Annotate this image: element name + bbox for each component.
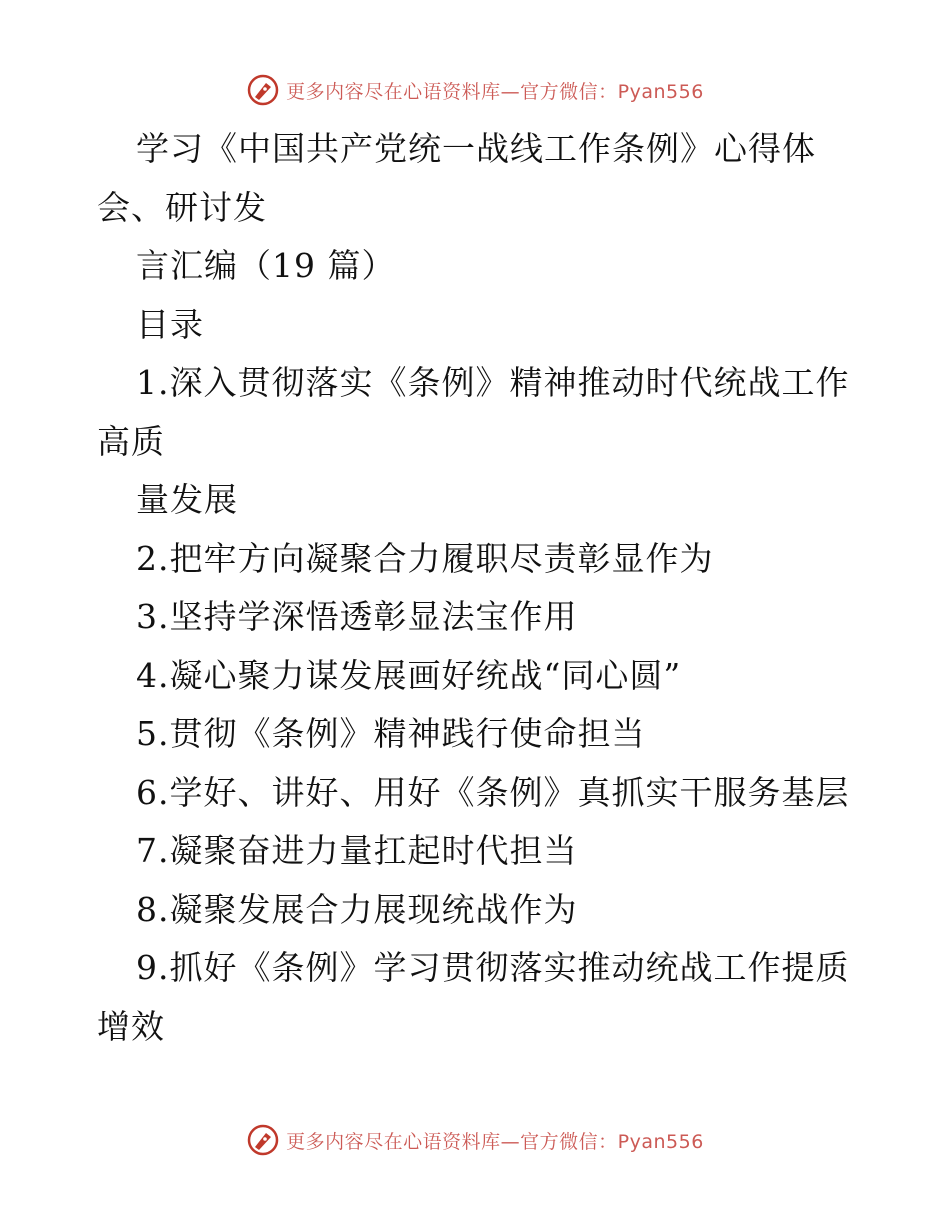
title-line-3: 言汇编（19 篇） [136,246,396,285]
toc-item-9: 9.抓好《条例》学习贯彻落实推动统战工作提质 [136,948,850,987]
toc-item-2: 2.把牢方向凝聚合力履职尽责彰显作为 [136,538,714,578]
toc-item-9-cont: 增效 [97,1006,165,1046]
footer-watermark [0,1120,950,1160]
toc-item-7: 7.凝聚奋进力量扛起时代担当 [136,831,578,870]
title-line-2: 会、研讨发 [97,187,267,227]
toc-item-3: 3.坚持学深悟透彰显法宝作用 [136,597,578,636]
title-line-1: 学习《中国共产党统一战线工作条例》心得体 [136,129,816,168]
toc-item-4: 4.凝心聚力谋发展画好统战“同心圆” [136,655,682,695]
toc-item-8: 8.凝聚发展合力展现统战作为 [136,889,578,929]
watermark-text: 更多内容尽在心语资料库—官方微信：Pyan556 [286,1130,704,1153]
toc-item-6: 6.学好、讲好、用好《条例》真抓实干服务基层 [136,772,850,812]
header-watermark [0,70,950,110]
toc-item-1: 1.深入贯彻落实《条例》精神推动时代统战工作 [136,363,850,402]
toc-item-5: 5.贯彻《条例》精神践行使命担当 [136,714,646,753]
pen-nib-logo-icon [246,73,280,107]
document-body [97,120,867,1056]
toc-item-1-cont-b: 量发展 [136,480,238,519]
toc-item-1-cont-a: 高质 [97,421,165,461]
watermark-text: 更多内容尽在心语资料库—官方微信：Pyan556 [286,80,704,103]
toc-heading: 目录 [136,304,204,344]
pen-nib-logo-icon [246,1123,280,1157]
